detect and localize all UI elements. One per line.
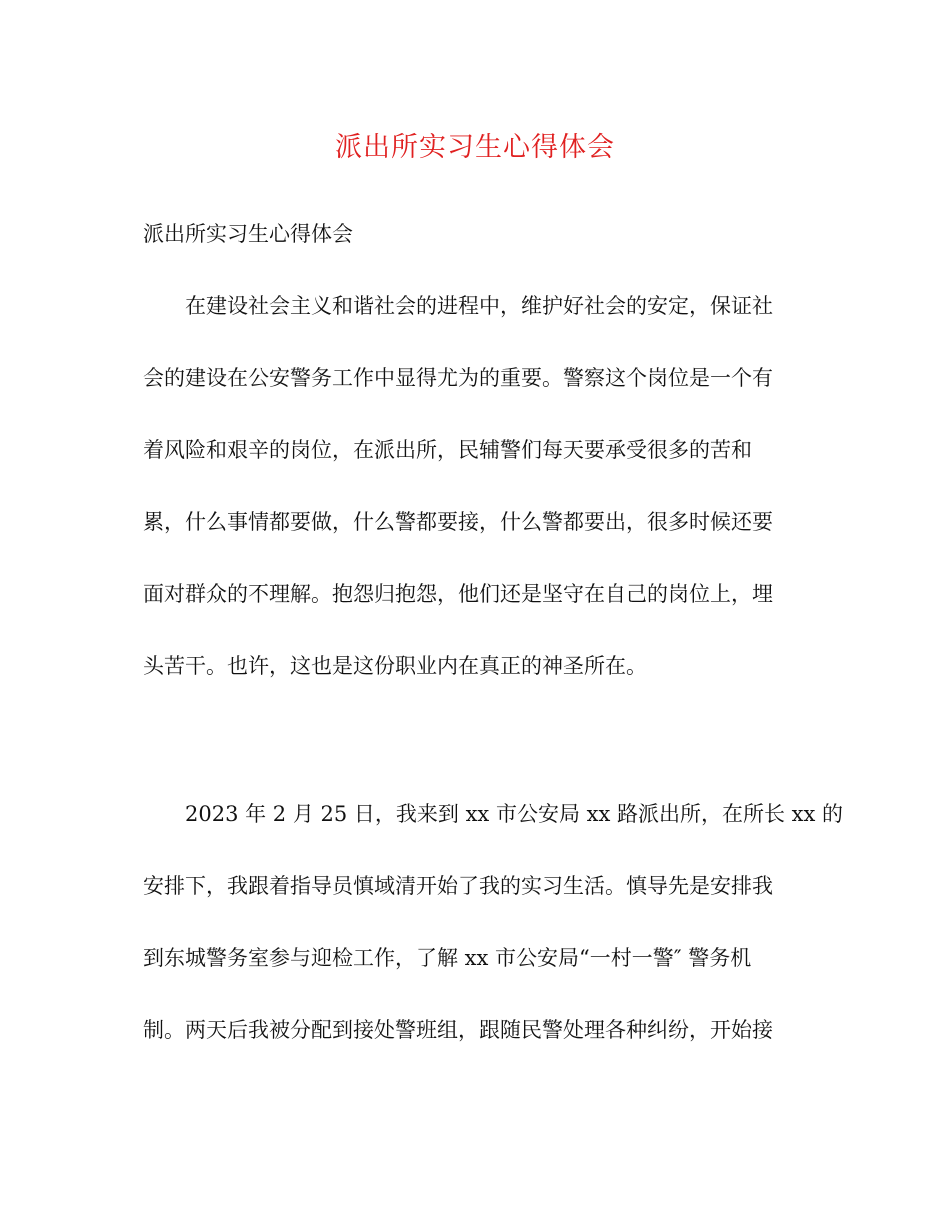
- paragraph-2-line-4: 制。两天后我被分配到接处警班组，跟随民警处理各种纠纷，开始接: [143, 1018, 773, 1042]
- paragraph-1-line-3: 着风险和艰辛的岗位，在派出所，民辅警们每天要承受很多的苦和: [143, 438, 752, 462]
- paragraph-2-line-1: 2023 年 2 月 25 日，我来到 xx 市公安局 xx 路派出所，在所长 xx 的: [185, 802, 844, 826]
- paragraph-1-line-4: 累，什么事情都要做，什么警都要接，什么警都要出，很多时候还要: [143, 510, 773, 534]
- document-title: 派出所实习生心得体会: [335, 132, 615, 163]
- paragraph-1-line-2: 会的建设在公安警务工作中显得尤为的重要。警察这个岗位是一个有: [143, 366, 773, 390]
- paragraph-1-line-6: 头苦干。也许，这也是这份职业内在真正的神圣所在。: [143, 654, 647, 678]
- paragraph-1-line-5: 面对群众的不理解。抱怨归抱怨，他们还是坚守在自己的岗位上，埋: [143, 582, 773, 606]
- paragraph-2-line-3: 到东城警务室参与迎检工作，了解 xx 市公安局“一村一警″ 警务机: [143, 946, 752, 970]
- document-subtitle: 派出所实习生心得体会: [143, 222, 353, 246]
- paragraph-2-line-2: 安排下，我跟着指导员慎域清开始了我的实习生活。慎导先是安排我: [143, 874, 773, 898]
- paragraph-1-line-1: 在建设社会主义和谐社会的进程中，维护好社会的安定，保证社: [185, 294, 773, 318]
